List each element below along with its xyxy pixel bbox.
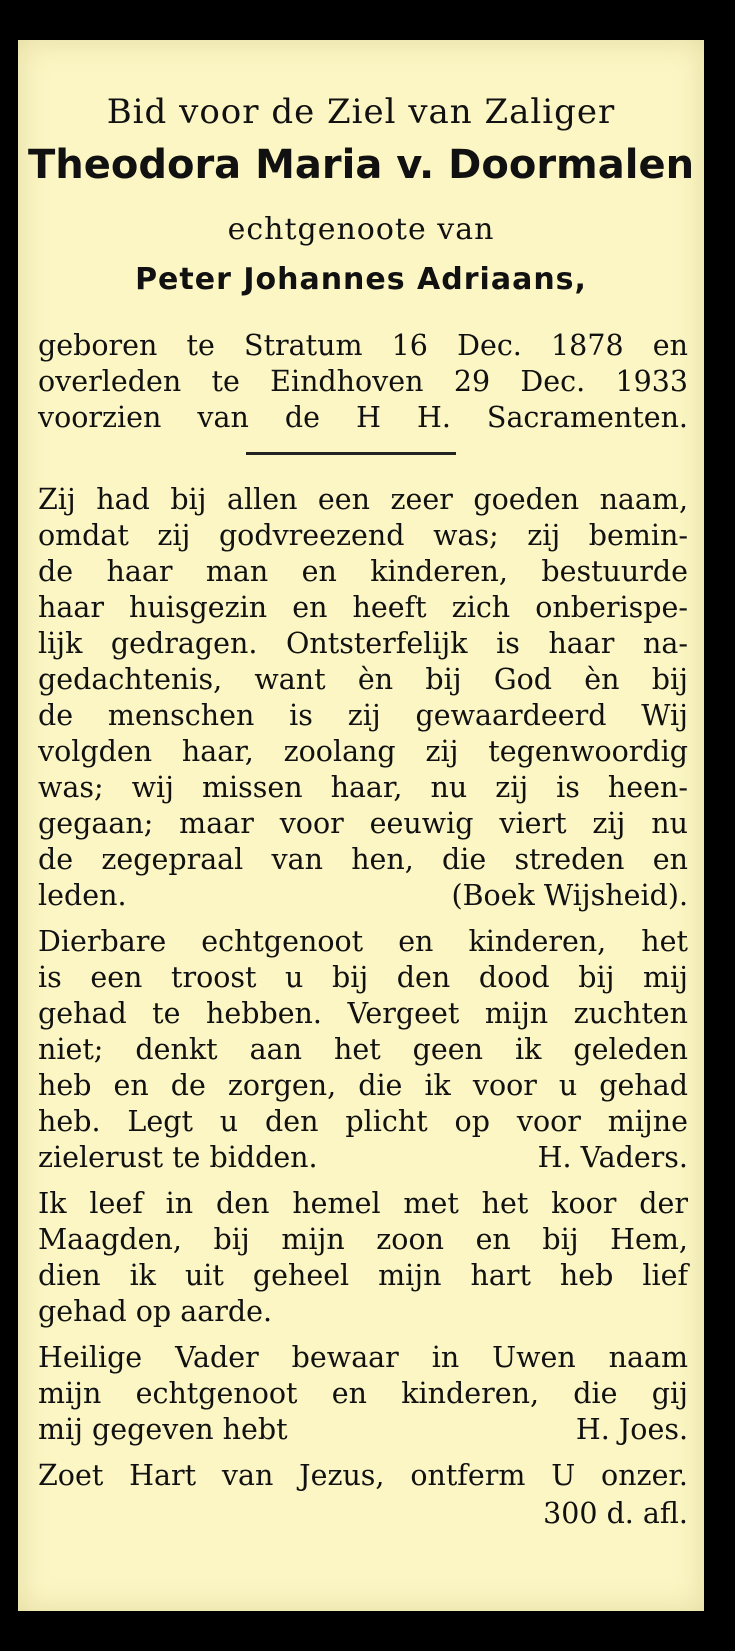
text-line-with-source: [38, 878, 688, 914]
text-line: Maagden, bij mijn zoon en bij Hem,: [38, 1223, 688, 1256]
text-line: Dierbare echtgenoot en kinderen, het: [38, 925, 688, 958]
text-line: gedachtenis, want èn bij God èn bij: [38, 663, 688, 696]
text-line-with-source: [38, 1140, 688, 1176]
text-line: de zegepraal van hen, die streden en: [38, 843, 688, 876]
text-fragment: zielerust te bidden.: [38, 1141, 318, 1174]
spouse-of-label: echtgenoote van: [227, 212, 495, 247]
divider: [246, 452, 456, 455]
memorial-card: [18, 40, 704, 1611]
text-line: gegaan; maar voor eeuwig viert zij nu: [38, 807, 688, 840]
text-line: omdat zij godvreezend was; zij bemin-: [38, 519, 688, 552]
husband-name: Peter Johannes Adriaans,: [135, 262, 587, 297]
text-line: [38, 1294, 688, 1330]
text-line: heb. Legt u den plicht op voor mijne: [38, 1105, 688, 1138]
quote-source: (Boek Wijsheid).: [451, 879, 688, 912]
text-line: de haar man en kinderen, bestuurde: [38, 555, 688, 588]
sacraments-line: voorzien van de H H. Sacramenten.: [38, 401, 688, 434]
text-line: heb en de zorgen, die ik voor u gehad: [38, 1069, 688, 1102]
closing-prayer: Zoet Hart van Jezus, ontferm U onzer.: [38, 1459, 688, 1492]
indulgence-note: 300 d. afl.: [543, 1497, 688, 1530]
quote-source: H. Joes.: [575, 1413, 688, 1446]
text-fragment: leden.: [38, 879, 127, 912]
text-line-with-source: [38, 1412, 688, 1448]
text-line: volgden haar, zoolang zij tegenwoordig: [38, 735, 688, 768]
text-fragment: gehad op aarde.: [38, 1295, 272, 1328]
prayer-heading: Bid voor de Ziel van Zaliger: [106, 92, 616, 132]
death-line: overleden te Eindhoven 29 Dec. 1933: [38, 365, 688, 398]
text-line: is een troost u bij den dood bij mij: [38, 961, 688, 994]
text-line: was; wij missen haar, nu zij is heen-: [38, 771, 688, 804]
text-line: Ik leef in den hemel met het koor der: [38, 1187, 688, 1220]
text-line: lijk gedragen. Ontsterfelijk is haar na-: [38, 627, 688, 660]
text-fragment: mij gegeven hebt: [38, 1413, 288, 1446]
text-line: haar huisgezin en heeft zich onberispe-: [38, 591, 688, 624]
text-line: Zij had bij allen een zeer goeden naam,: [38, 483, 688, 516]
text-line: Heilige Vader bewaar in Uwen naam: [38, 1341, 688, 1374]
text-line: mijn echtgenoot en kinderen, die gij: [38, 1377, 688, 1410]
text-line: dien ik uit geheel mijn hart heb lief: [38, 1259, 688, 1292]
text-line: gehad te hebben. Vergeet mijn zuchten: [38, 997, 688, 1030]
deceased-name: Theodora Maria v. Doormalen: [27, 142, 695, 188]
text-line: de menschen is zij gewaardeerd Wij: [38, 699, 688, 732]
quote-source: H. Vaders.: [537, 1141, 688, 1174]
text-line: niet; denkt aan het geen ik geleden: [38, 1033, 688, 1066]
birth-line: geboren te Stratum 16 Dec. 1878 en: [38, 329, 688, 362]
